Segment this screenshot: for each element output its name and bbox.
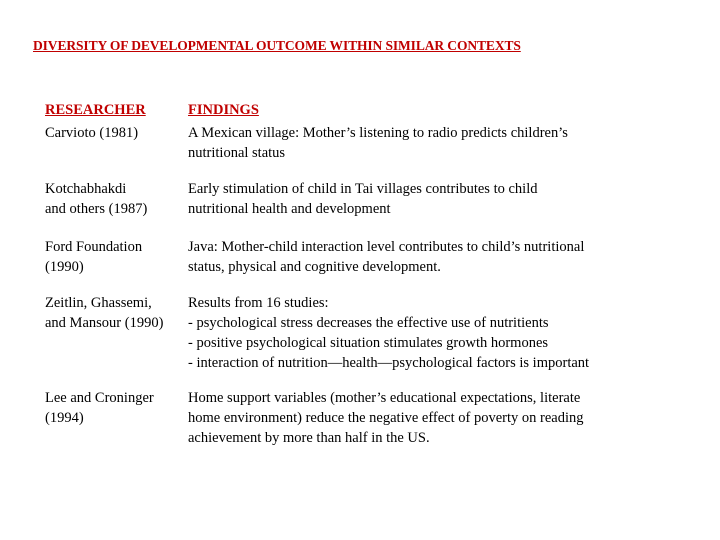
finding-line: nutritional status [188,145,286,161]
researcher-line: (1990) [45,259,84,275]
researcher-line: (1994) [45,410,84,426]
finding-cell [188,293,688,373]
researcher-cell [45,388,190,428]
researcher-line: Kotchabhakdi [45,181,127,197]
page-title: DIVERSITY OF DEVELOPMENTAL OUTCOME WITHIN SIMILAR CONTEXTS [33,38,521,53]
finding-line: Results from 16 studies: [188,295,329,311]
finding-cell [188,388,688,448]
column-header-researcher: RESEARCHER [45,102,146,118]
finding-line: - interaction of nutrition—health—psychological factors is important [188,355,590,371]
column-header-findings: FINDINGS [188,102,259,118]
researcher-cell [45,179,190,219]
researcher-line: and Mansour (1990) [45,315,164,331]
researcher-line: Ford Foundation [45,239,143,255]
finding-line: Java: Mother-child interaction level contributes to child’s nutritional [188,239,585,255]
finding-line: - psychological stress decreases the effective use of nutritients [188,315,549,331]
researcher-cell [45,293,190,333]
finding-cell [188,123,688,163]
finding-line: Home support variables (mother’s educational expectations, literate [188,390,581,406]
researcher-line: Carvioto (1981) [45,125,139,141]
researcher-cell [45,237,190,277]
finding-line: achievement by more than half in the US. [188,430,430,446]
finding-line: home environment) reduce the negative effect of poverty on reading [188,410,584,426]
researcher-cell [45,123,190,143]
researcher-line: Zeitlin, Ghassemi, [45,295,152,311]
researcher-line: Lee and Croninger [45,390,154,406]
finding-line: status, physical and cognitive development. [188,259,441,275]
finding-cell [188,237,688,277]
finding-line: A Mexican village: Mother’s listening to radio predicts children’s [188,125,568,141]
finding-cell [188,179,688,219]
finding-line: Early stimulation of child in Tai villages contributes to child [188,181,538,197]
finding-line: nutritional health and development [188,201,391,217]
researcher-line: and others (1987) [45,201,148,217]
finding-line: - positive psychological situation stimulates growth hormones [188,335,549,351]
